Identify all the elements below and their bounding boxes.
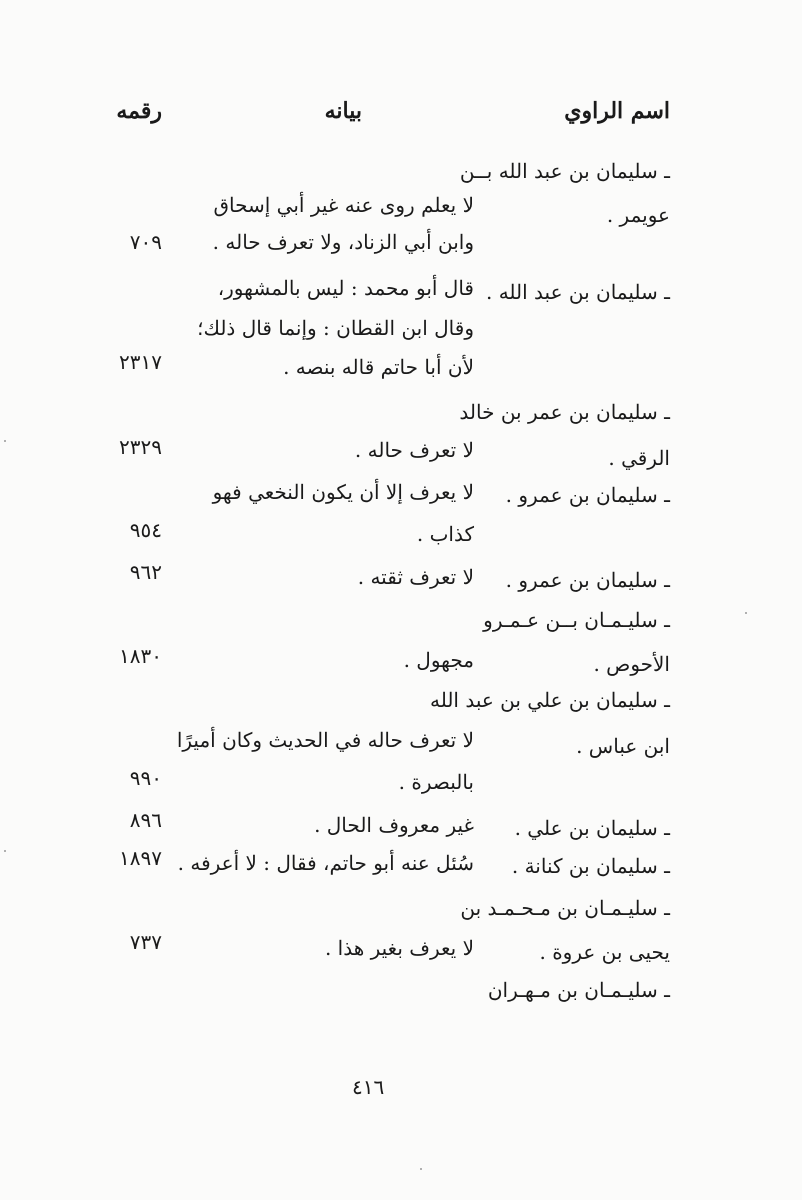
entry-name: ـ سليمان بن كنانة . xyxy=(511,854,670,878)
entry-number: ٩٩٠ xyxy=(129,766,162,790)
entry-description: قال أبو محمد : ليس بالمشهور، xyxy=(217,276,474,300)
entry-name: الأحوص . xyxy=(593,652,670,676)
entry-number: ٢٣٢٩ xyxy=(119,435,162,459)
entry-name: ـ سليـمـان بن مـهـران xyxy=(487,978,670,1002)
scan-speck xyxy=(745,612,747,614)
entry-name: الرقي . xyxy=(608,446,670,470)
entry-description: لا تعرف ثقته . xyxy=(357,565,474,589)
entry-description: وقال ابن القطان : وإنما قال ذلك؛ xyxy=(197,316,474,340)
header-narrator-name: اسم الراوي xyxy=(564,98,670,124)
entry-description: لأن أبا حاتم قاله بنصه . xyxy=(283,355,474,379)
entry-name: ـ سليمان بن عمرو . xyxy=(505,568,670,592)
entry-name: عويمر . xyxy=(606,203,670,227)
entry-number: ١٨٣٠ xyxy=(119,644,162,668)
entry-name: ـ سليمان بن عمرو . xyxy=(505,483,670,507)
entry-number: ١٨٩٧ xyxy=(119,846,162,870)
entry-name: ـ سليمان بن علي . xyxy=(514,816,670,840)
entry-description: بالبصرة . xyxy=(398,770,474,794)
entry-description: لا يعرف بغير هذا . xyxy=(324,936,474,960)
entry-description: لا يعرف إلا أن يكون النخعي فهو xyxy=(212,480,474,504)
entry-name: ـ سليمان بن عبد الله بــن xyxy=(459,159,670,183)
entry-name: ـ سليـمـان بن مـحـمـد بن xyxy=(460,896,670,920)
entry-name: ـ سليمان بن عبد الله . xyxy=(485,280,670,304)
entry-description: مجهول . xyxy=(403,648,474,672)
entry-description: لا يعلم روى عنه غير أبي إسحاق xyxy=(213,193,474,217)
entry-description: وابن أبي الزناد، ولا تعرف حاله . xyxy=(212,230,474,254)
entry-name: ـ سليمان بن علي بن عبد الله xyxy=(429,688,670,712)
scan-speck xyxy=(4,850,6,852)
entry-number: ٩٦٢ xyxy=(129,560,162,584)
page-number: ٤١٦ xyxy=(352,1075,385,1099)
scan-speck xyxy=(4,440,6,442)
entry-name: ابن عباس . xyxy=(576,734,670,758)
entry-number: ٧٠٩ xyxy=(129,230,162,254)
entry-description: لا تعرف حاله في الحديث وكان أميرًا xyxy=(176,728,474,752)
entry-number: ٧٣٧ xyxy=(129,930,162,954)
entry-name: ـ سليمان بن عمر بن خالد xyxy=(459,400,670,424)
entry-description: غير معروف الحال . xyxy=(314,813,474,837)
entry-name: يحيى بن عروة . xyxy=(539,940,670,964)
header-statement: بيانه xyxy=(324,98,362,124)
entry-number: ٩٥٤ xyxy=(129,518,162,542)
entry-name: ـ سليـمـان بــن عـمـرو xyxy=(483,608,670,632)
entry-number: ٢٣١٧ xyxy=(119,350,162,374)
entry-description: كذاب . xyxy=(416,522,474,546)
entry-description: لا تعرف حاله . xyxy=(354,438,474,462)
entry-description: سُئل عنه أبو حاتم، فقال : لا أعرفه . xyxy=(177,851,474,875)
scan-speck xyxy=(420,1168,422,1170)
entry-number: ٨٩٦ xyxy=(129,808,162,832)
header-number: رقمه xyxy=(116,98,162,124)
